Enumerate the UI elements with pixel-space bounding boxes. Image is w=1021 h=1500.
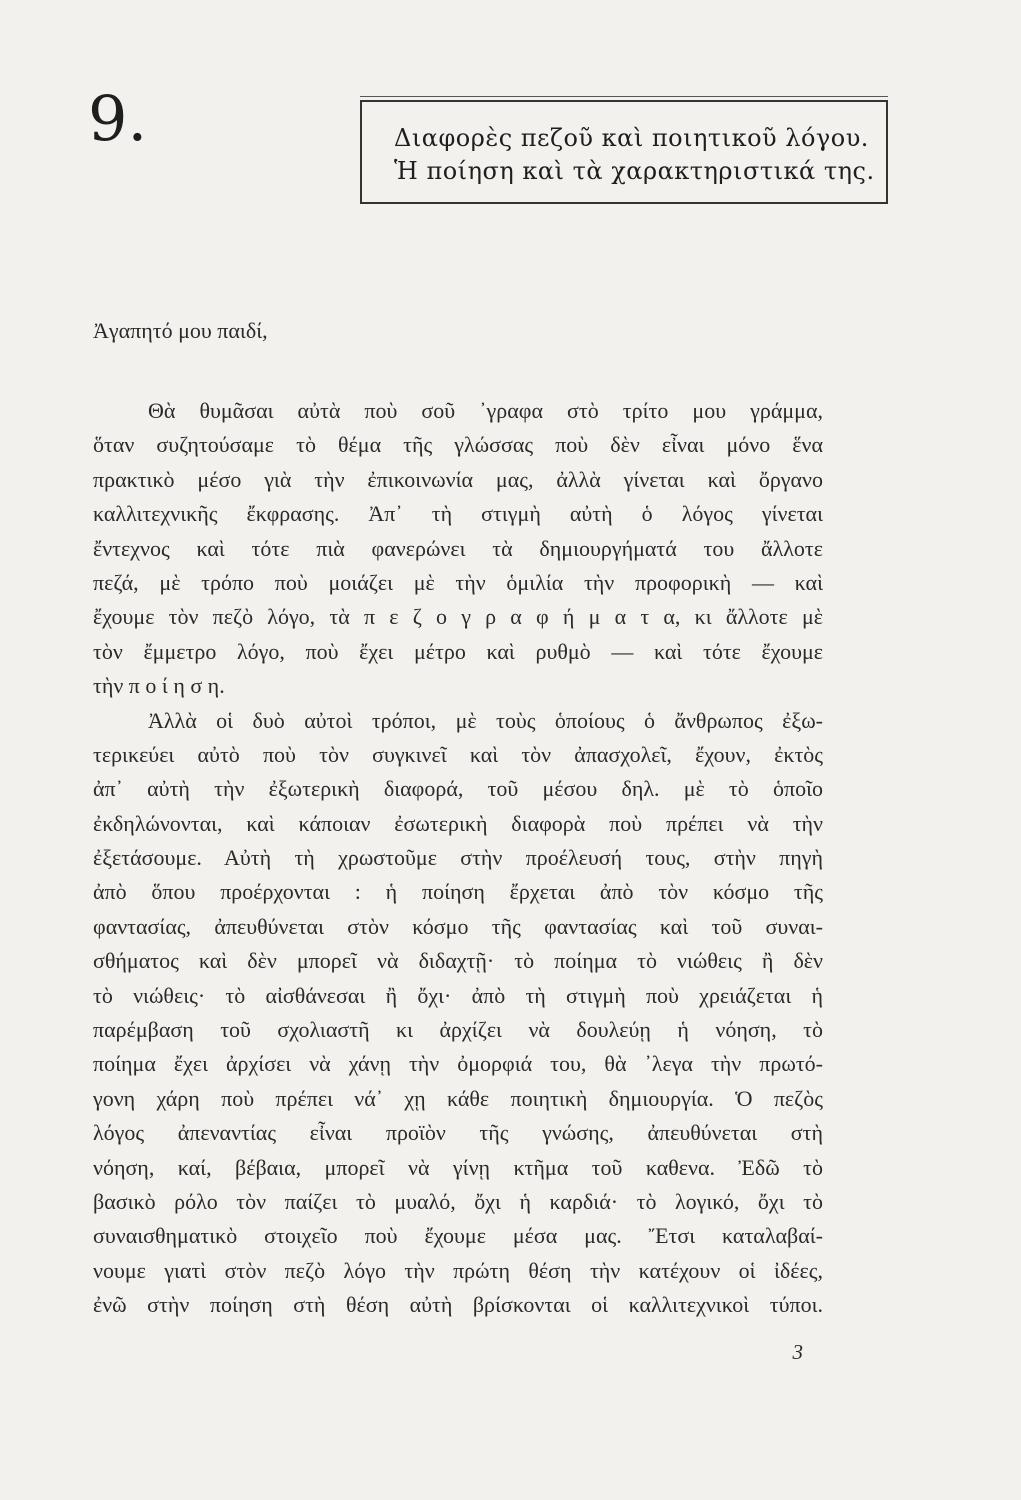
text-line: Θὰ θυμᾶσαι αὐτὰ ποὺ σοῦ ᾽γραφα στὸ τρίτο μου γράμμα, bbox=[148, 398, 823, 423]
title-top-rule bbox=[360, 96, 888, 97]
text-line: πρακτικὸ μέσο γιὰ τὴν ἐπικοινωνία μας, ἀλλὰ γίνεται καὶ ὄργανο bbox=[93, 466, 823, 492]
text-line: γονη χάρη ποὺ πρέπει νά᾽ χῃ κάθε ποιητικὴ δημιουργία. Ὁ πεζὸς bbox=[93, 1085, 823, 1111]
text-line: ἐκδηλώνονται, καὶ κάποιαν ἐσωτερικὴ διαφορὰ ποὺ πρέπει νὰ τὴν bbox=[93, 810, 823, 836]
text-line: τερικεύει αὐτὸ ποὺ τὸν συγκινεῖ καὶ τὸν ἀπασχολεῖ, ἔχουν, ἐκτὸς bbox=[93, 741, 823, 767]
text-line: καλλιτεχνικῆς ἔκφρασης. Ἀπ᾽ τὴ στιγμὴ αὐτὴ ὁ λόγος γίνεται bbox=[93, 501, 823, 527]
text-line: ἀπ᾽ αὐτὴ τὴν ἐξωτερικὴ διαφορά, τοῦ μέσου δηλ. μὲ τὸ ὁποῖο bbox=[93, 776, 823, 802]
text-line: ἀπὸ ὅπου προέρχονται : ἡ ποίηση ἔρχεται ἀπὸ τὸν κόσμο τῆς bbox=[93, 879, 823, 905]
chapter-title-box bbox=[360, 100, 888, 204]
text-line: συναισθηματικὸ στοιχεῖο ποὺ ἔχουμε μέσα μας. Ἔτσι καταλαβαί- bbox=[93, 1223, 823, 1249]
text-line: ἐνῶ στὴν ποίηση στὴ θέση αὐτὴ βρίσκονται οἱ καλλιτεχνικοὶ τύποι. bbox=[93, 1292, 823, 1318]
text-line: τὸ νιώθεις· τὸ αἰσθάνεσαι ἢ ὄχι· ἀπὸ τὴ στιγμὴ ποὺ χρειάζεται ἡ bbox=[93, 982, 823, 1008]
text-line: βασικὸ ρόλο τὸν παίζει τὸ μυαλό, ὄχι ἡ καρδιά· τὸ λογικό, ὄχι τὸ bbox=[93, 1188, 823, 1214]
text-line: τὸν ἔμμετρο λόγο, ποὺ ἔχει μέτρο καὶ ρυθμὸ — καὶ τότε ἔχουμε bbox=[93, 638, 823, 664]
salutation: Ἀγαπητό μου παιδί, bbox=[93, 318, 268, 343]
text-line: λόγος ἀπεναντίας εἶναι προϊὸν τῆς γνώσης, ἀπευθύνεται στὴ bbox=[93, 1120, 823, 1146]
text-line: ἔχουμε τὸν πεζὸ λόγο, τὰ π ε ζ ο γ ρ α φ ή μ α τ α, κι ἄλλοτε μὲ bbox=[93, 604, 823, 630]
text-line: τὴν π ο ί η σ η. bbox=[93, 673, 225, 699]
text-line: παρέμβαση τοῦ σχολιαστῆ κι ἀρχίζει νὰ δουλεύῃ ἡ νόηση, τὸ bbox=[93, 1017, 823, 1043]
text-line: ὅταν συζητούσαμε τὸ θέμα τῆς γλώσσας ποὺ δὲν εἶναι μόνο ἕνα bbox=[93, 432, 823, 458]
text-line: πεζά, μὲ τρόπο ποὺ μοιάζει μὲ τὴν ὁμιλία τὴν προφορικὴ — καὶ bbox=[93, 569, 823, 595]
text-line: ἔντεχνος καὶ τότε πιὰ φανερώνει τὰ δημιουργήματά του ἄλλοτε bbox=[93, 535, 823, 561]
chapter-title-line-1: Διαφορὲς πεζοῦ καὶ ποιητικοῦ λόγου. bbox=[394, 124, 869, 152]
text-line: Ἀλλὰ οἱ δυὸ αὐτοὶ τρόποι, μὲ τοὺς ὁποίους ὁ ἄνθρωπος ἐξω- bbox=[148, 707, 823, 733]
text-line: νόηση, καί, βέβαια, μπορεῖ νὰ γίνῃ κτῆμα τοῦ καθενα. Ἐδῶ τὸ bbox=[93, 1154, 823, 1180]
chapter-title-line-2: Ἡ ποίηση καὶ τὰ χαρακτηριστικά της. bbox=[394, 157, 875, 185]
text-line: φαντασίας, ἀπευθύνεται στὸν κόσμο τῆς φαντασίας καὶ τοῦ συναι- bbox=[93, 913, 823, 939]
text-line: ἐξετάσουμε. Αὐτὴ τὴ χρωστοῦμε στὴν προέλευσή τους, στὴν πηγὴ bbox=[93, 845, 823, 871]
text-line: ποίημα ἔχει ἀρχίσει νὰ χάνῃ τὴν ὀμορφιά του, θὰ ᾽λεγα τὴν πρωτό- bbox=[93, 1051, 823, 1077]
body-text bbox=[93, 394, 823, 1323]
chapter-number: 9. bbox=[88, 82, 148, 155]
page-number: 3 bbox=[792, 1340, 803, 1364]
text-line: νουμε γιατὶ στὸν πεζὸ λόγο τὴν πρώτη θέση τὴν κατέχουν οἱ ἰδέες, bbox=[93, 1257, 823, 1283]
text-line: σθήματος καὶ δὲν μπορεῖ νὰ διδαχτῇ· τὸ ποίημα τὸ νιώθεις ἢ δὲν bbox=[93, 948, 823, 974]
